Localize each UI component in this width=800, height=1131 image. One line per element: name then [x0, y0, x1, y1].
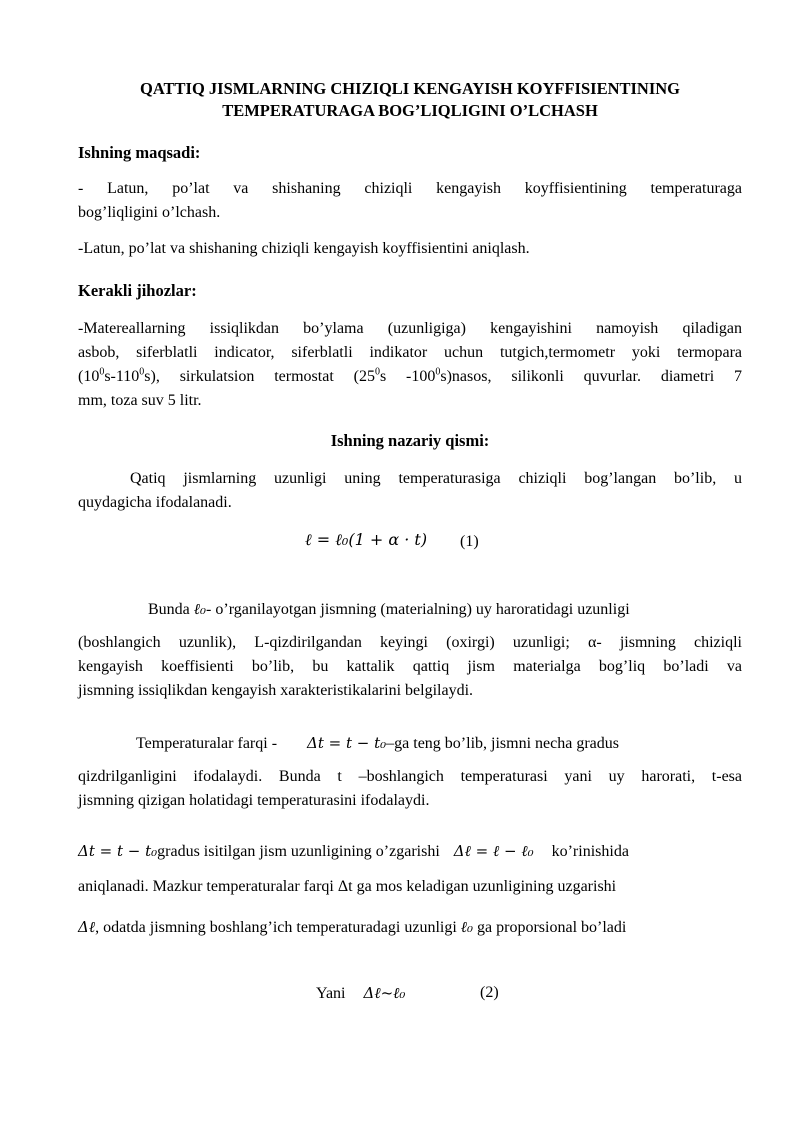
formula-2: Δℓ~ℓ₀: [363, 984, 406, 1002]
degree-sup: 0: [139, 366, 145, 378]
theory-p5-line: Δℓ, odatda jismning boshlang’ich temperaturadagi uzunligi ℓ₀ ga proporsional bo’ladi: [78, 918, 627, 936]
title-line-2: TEMPERATURAGA BOG’LIQLIGINI O’LCHASH: [222, 101, 598, 120]
theory-p4-line-1: Δt = t − t₀gradus isitilgan jism uzunligining o’zgarishi Δℓ = ℓ − ℓ₀ ko’rinishida: [78, 842, 629, 860]
theory-p6-line: Yani Δℓ~ℓ₀: [316, 984, 406, 1002]
formula-delta-l: Δℓ = ℓ − ℓ₀: [453, 842, 534, 860]
theory-p1-line-2: quydagicha ifodalanadi.: [78, 494, 232, 511]
equipment-heading: Kerakli jihozlar:: [78, 281, 197, 300]
aim-item-1-line-2: bog’liqligini o’lchash.: [78, 204, 221, 221]
aim-heading: Ishning maqsadi:: [78, 143, 201, 162]
symbol-l0: ℓ₀: [460, 918, 474, 936]
equipment-line-4: mm, toza suv 5 litr.: [78, 392, 202, 409]
theory-p2-line-4: jismning issiqlikdan kengayish xarakteristikalarini belgilaydi.: [78, 682, 474, 699]
theory-p3-line-3: jismning qizigan holatidagi temperaturasini ifodalaydi.: [78, 792, 430, 809]
theory-p1-line-1: Qatiq jismlarning uzunligi uning temperaturasiga chiziqli bog’langan bo’lib, u: [130, 470, 742, 487]
title-line-1: QATTIQ JISMLARNING CHIZIQLI KENGAYISH KOYFFISIENTINING: [139, 79, 681, 98]
document-title: [78, 78, 742, 122]
formula-1: ℓ = ℓ₀(1 + α · t): [305, 530, 428, 549]
degree-sup: 0: [435, 366, 441, 378]
theory-p2-line-1: Bunda ℓ₀- o’rganilayotgan jismning (materialning) uy haroratidagi uzunligi: [148, 600, 630, 618]
theory-p2-line-2: (boshlangich uzunlik), L-qizdirilgandan keyingi (oxirgi) uzunligi; α- jismning chiziqli: [78, 634, 742, 651]
aim-item-2: -Latun, po’lat va shishaning chiziqli kengayish koyffisientini aniqlash.: [78, 240, 530, 257]
formula-1-number: (1): [460, 533, 479, 550]
degree-sup: 0: [374, 366, 380, 378]
formula-2-number: (2): [480, 984, 499, 1001]
equipment-line-2: asbob, siferblatli indicator, siferblatli indikator uchun tutgich,termometr yoki termopara: [78, 344, 742, 361]
equipment-line-3: $(10^0s-110^0s)$, sirkulatsion termostat ($25^0s$ $-100^0s)nasos$, silikonli quvurlar. diametri 7: [78, 366, 742, 385]
formula-delta-t: Δt = t − t₀: [307, 734, 387, 752]
degree-sup: 0: [99, 366, 105, 378]
symbol-delta-l: Δℓ: [78, 918, 96, 936]
theory-p4-line-2: aniqlanadi. Mazkur temperaturalar farqi Δt ga mos keladigan uzunligining uzgarishi: [78, 878, 617, 895]
theory-p3-line-1: Temperaturalar farqi - Δt = t − t₀–ga teng bo’lib, jismni necha gradus: [136, 734, 619, 752]
aim-item-1-line-1: - Latun, po’lat va shishaning chiziqli kengayish koyffisientining temperaturaga: [78, 180, 742, 197]
formula-delta-t: Δt = t − t₀: [78, 842, 158, 860]
symbol-l0: ℓ₀: [193, 600, 207, 618]
theory-heading: Ishning nazariy qismi:: [330, 431, 490, 450]
theory-p2-line-3: kengayish koeffisienti bo’lib, bu kattalik qattiq jism materialga bog’liq bo’ladi va: [78, 658, 742, 675]
equipment-line-1: -Matereallarning issiqlikdan bo’ylama (uzunligiga) kengayishini namoyish qiladigan: [78, 320, 742, 337]
theory-p3-line-2: qizdrilganligini ifodalaydi. Bunda t –boshlangich temperaturasi yani uy harorati, t-esa: [78, 768, 742, 785]
